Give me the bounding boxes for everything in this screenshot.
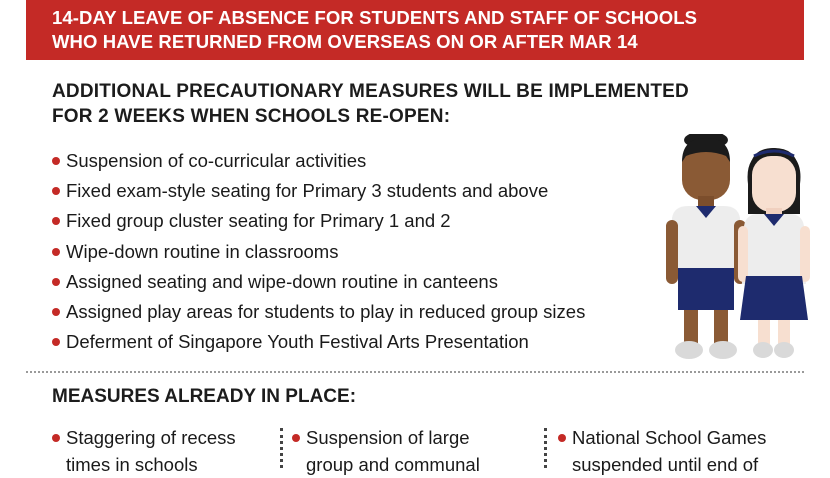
- measure-line-1: Suspension of large: [306, 427, 470, 448]
- list-item: [50, 146, 585, 176]
- measure-text: [306, 424, 480, 478]
- list-item: [50, 297, 585, 327]
- bullet-icon: [52, 338, 60, 346]
- section-divider: [26, 371, 804, 373]
- additional-measures-heading: [52, 79, 792, 129]
- list-item-text: Wipe-down routine in classrooms: [66, 240, 339, 262]
- boy-student-figure: [666, 134, 746, 359]
- girl-student-figure: [738, 148, 810, 358]
- heading-line-1: ADDITIONAL PRECAUTIONARY MEASURES WILL BE IMPLEMENTED: [52, 81, 689, 102]
- list-item-text: Fixed group cluster seating for Primary 1 and 2: [66, 210, 451, 232]
- banner-line-1: 14-DAY LEAVE OF ABSENCE FOR STUDENTS AND STAFF OF SCHOOLS: [52, 7, 698, 28]
- column-separator: [544, 428, 547, 468]
- list-item-text: Deferment of Singapore Youth Festival Arts Presentation: [66, 331, 529, 353]
- measure-line-2: times in schools: [66, 454, 198, 475]
- bullet-icon: [292, 434, 300, 442]
- measure-line-2: suspended until end of: [572, 454, 759, 475]
- column-separator: [280, 428, 283, 468]
- measure-line-1: Staggering of recess: [66, 427, 236, 448]
- bullet-icon: [52, 308, 60, 316]
- list-item: [50, 327, 585, 357]
- bullet-icon: [52, 248, 60, 256]
- measure-line-2: group and communal: [306, 454, 480, 475]
- bullet-icon: [52, 157, 60, 165]
- list-item-text: Assigned play areas for students to play in reduced group sizes: [66, 300, 586, 322]
- list-item: [50, 267, 585, 297]
- list-item: [50, 237, 585, 267]
- bullet-icon: [52, 217, 60, 225]
- bullet-icon: [52, 434, 60, 442]
- measure-line-1: National School Games: [572, 427, 767, 448]
- list-item-text: Fixed exam-style seating for Primary 3 students and above: [66, 180, 549, 202]
- heading-line-2: FOR 2 WEEKS WHEN SCHOOLS RE-OPEN:: [52, 106, 451, 127]
- title-banner: [26, 0, 804, 60]
- additional-measures-list: [50, 146, 585, 357]
- list-item: [50, 176, 585, 206]
- students-illustration: [660, 134, 810, 364]
- bullet-icon: [52, 187, 60, 195]
- bullet-icon: [52, 278, 60, 286]
- list-item-text: Suspension of co-curricular activities: [66, 150, 367, 171]
- banner-line-2: WHO HAVE RETURNED FROM OVERSEAS ON OR AFTER MAR 14: [52, 31, 638, 52]
- measure-text: [66, 424, 236, 478]
- measure-text: [572, 424, 766, 478]
- list-item: [50, 206, 585, 236]
- bullet-icon: [558, 434, 566, 442]
- list-item-text: Assigned seating and wipe-down routine in canteens: [66, 270, 498, 292]
- measures-in-place-heading: MEASURES ALREADY IN PLACE:: [52, 386, 357, 407]
